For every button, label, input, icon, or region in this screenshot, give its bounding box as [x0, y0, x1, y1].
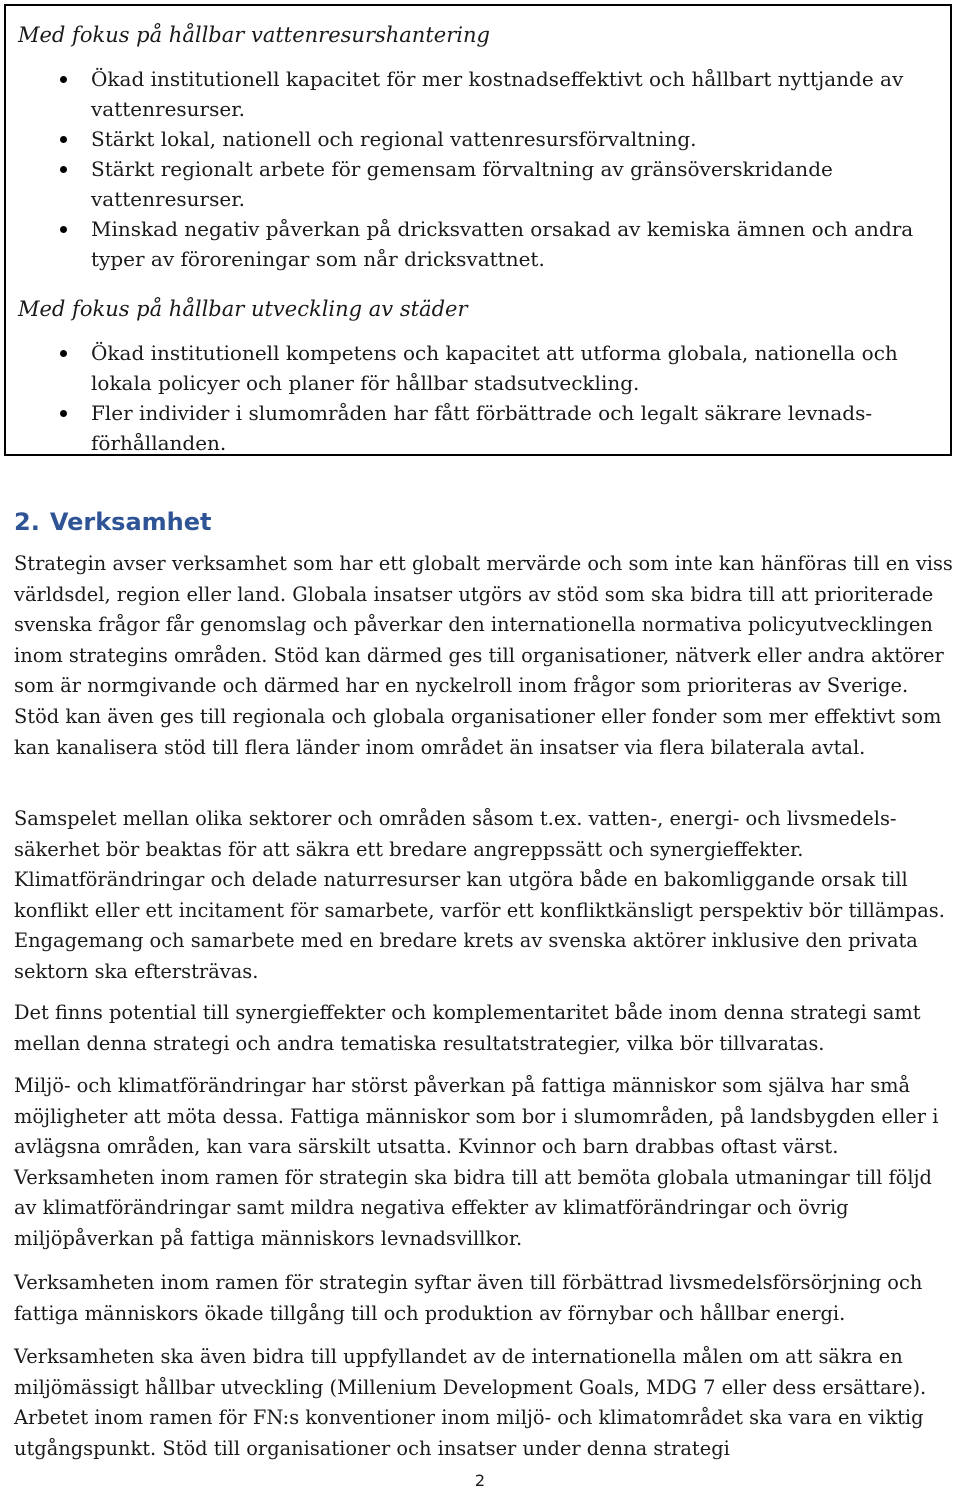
- paragraph: Det finns potential till synergieffekter och komplementaritet både inom denna strategi samt mellan denna strategi och andra tematiska resultatstrategier, vilka bör tillvaratas.: [14, 1001, 921, 1055]
- water-goals-list: [6, 64, 950, 274]
- section-title: Verksamhet: [49, 508, 212, 536]
- bullet-icon: [60, 410, 67, 417]
- list-item: Fler individer i slumområden har fått förbättrade och legalt säkrare levnads-förhållanden.: [6, 398, 950, 458]
- box-heading-cities: Med fokus på hållbar utveckling av städer: [18, 297, 468, 321]
- cities-goals-list: [6, 338, 950, 458]
- paragraph: Samspelet mellan olika sektorer och områden såsom t.ex. vatten-, energi- och livsmedels-säkerhet bör beaktas för att säkra ett bredare angreppssätt och synergieffekter. Klimatförändringar och delade naturresurser kan utgöra både en bakomliggande orsak till konflikt eller ett incitament för samarbete, varför ett konfliktkänsligt perspektiv bör tillämpas. Engagemang och samarbete med en bredare krets av svenska aktörer inklusive den privata sektorn ska eftersträvas.: [14, 807, 945, 983]
- section-heading: [14, 505, 212, 539]
- bullet-icon: [60, 136, 67, 143]
- paragraph: Miljö- och klimatförändringar har störst påverkan på fattiga människor som själva har små möjligheter att möta dessa. Fattiga människor som bor i slumområden, på landsbygden eller i avlägsna områden, kan vara särskilt utsatta. Kvinnor och barn drabbas oftast värst. Verksamheten inom ramen för strategin ska bidra till att bemöta globala utmaningar till följd av klimatförändringar samt mildra negativa effekter av klimatförändringar och övrig miljöpåverkan på fattiga människors levnadsvillkor.: [14, 1074, 939, 1250]
- list-item: Stärkt lokal, nationell och regional vattenresursförvaltning.: [6, 124, 950, 154]
- bullet-icon: [60, 226, 67, 233]
- bullet-icon: [60, 350, 67, 357]
- paragraph: Strategin avser verksamhet som har ett globalt mervärde och som inte kan hänföras till en viss världsdel, region eller land. Globala insatser utgörs av stöd som ska bidra till att prioriterade svenska frågor får genomslag och påverkar den internationella normativa policyutvecklingen inom strategins områden. Stöd kan därmed ges till organisationer, nätverk eller andra aktörer som är normgivande och därmed har en nyckelroll inom frågor som prioriteras av Sverige. Stöd kan även ges till regionala och globala organisationer eller fonder som mer effektivt som kan kanalisera stöd till flera länder inom området än insatser via flera bilaterala avtal.: [14, 552, 953, 759]
- page-number: 2: [474, 1471, 486, 1490]
- bullet-icon: [60, 76, 67, 83]
- list-item: Ökad institutionell kompetens och kapacitet att utforma globala, nationella och lokala policyer och planer för hållbar stadsutveckling.: [6, 338, 950, 398]
- paragraph: Verksamheten inom ramen för strategin syftar även till förbättrad livsmedelsförsörjning och fattiga människors ökade tillgång till och produktion av förnybar och hållbar energi.: [14, 1271, 923, 1325]
- bullet-icon: [60, 166, 67, 173]
- list-item: Ökad institutionell kapacitet för mer kostnadseffektivt och hållbart nyttjande av vattenresurser.: [6, 64, 950, 124]
- list-item: Stärkt regionalt arbete för gemensam förvaltning av gränsöverskridande vattenresurser.: [6, 154, 950, 214]
- section-number: 2.: [14, 508, 40, 536]
- list-item: Minskad negativ påverkan på dricksvatten orsakad av kemiska ämnen och andra typer av föroreningar som når dricksvattnet.: [6, 214, 950, 274]
- box-heading-water: Med fokus på hållbar vattenresurshantering: [18, 23, 490, 47]
- paragraph: Verksamheten ska även bidra till uppfyllandet av de internationella målen om att säkra en miljömässigt hållbar utveckling (Millenium Development Goals, MDG 7 eller dess ersättare). Arbetet inom ramen för FN:s konventioner inom miljö- och klimatområdet ska vara en viktig utgångspunkt. Stöd till organisationer och insatser under denna strategi: [14, 1345, 927, 1460]
- goals-box: [4, 4, 952, 456]
